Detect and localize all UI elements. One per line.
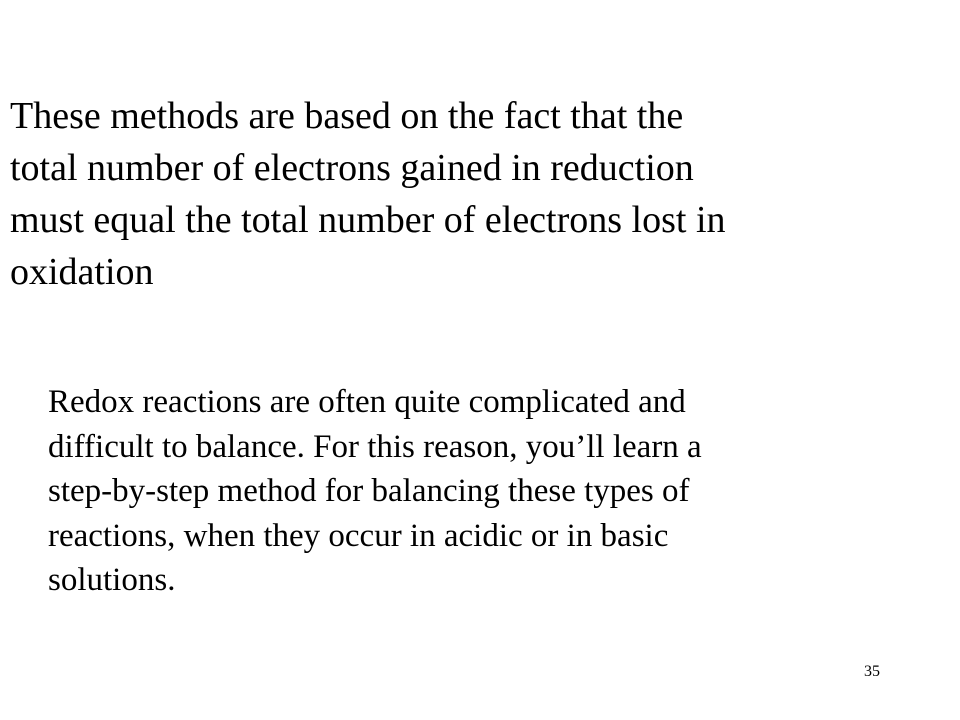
main-paragraph bbox=[10, 90, 940, 298]
sub-text-line: difficult to balance. For this reason, you’ll learn a bbox=[48, 428, 702, 465]
main-text-line: These methods are based on the fact that the bbox=[10, 95, 684, 137]
sub-text-line: step-by-step method for balancing these types of bbox=[48, 473, 690, 509]
sub-paragraph bbox=[48, 380, 938, 603]
sub-text-line: solutions. bbox=[48, 562, 176, 598]
main-text-line: total number of electrons gained in reduction bbox=[10, 147, 694, 189]
main-text-line: must equal the total number of electrons lost in bbox=[10, 199, 726, 241]
page-number: 35 bbox=[864, 663, 880, 680]
main-text-line: oxidation bbox=[10, 251, 154, 293]
sub-text-line: reactions, when they occur in acidic or in basic bbox=[48, 517, 669, 554]
sub-text-line: Redox reactions are often quite complicated and bbox=[48, 384, 686, 420]
